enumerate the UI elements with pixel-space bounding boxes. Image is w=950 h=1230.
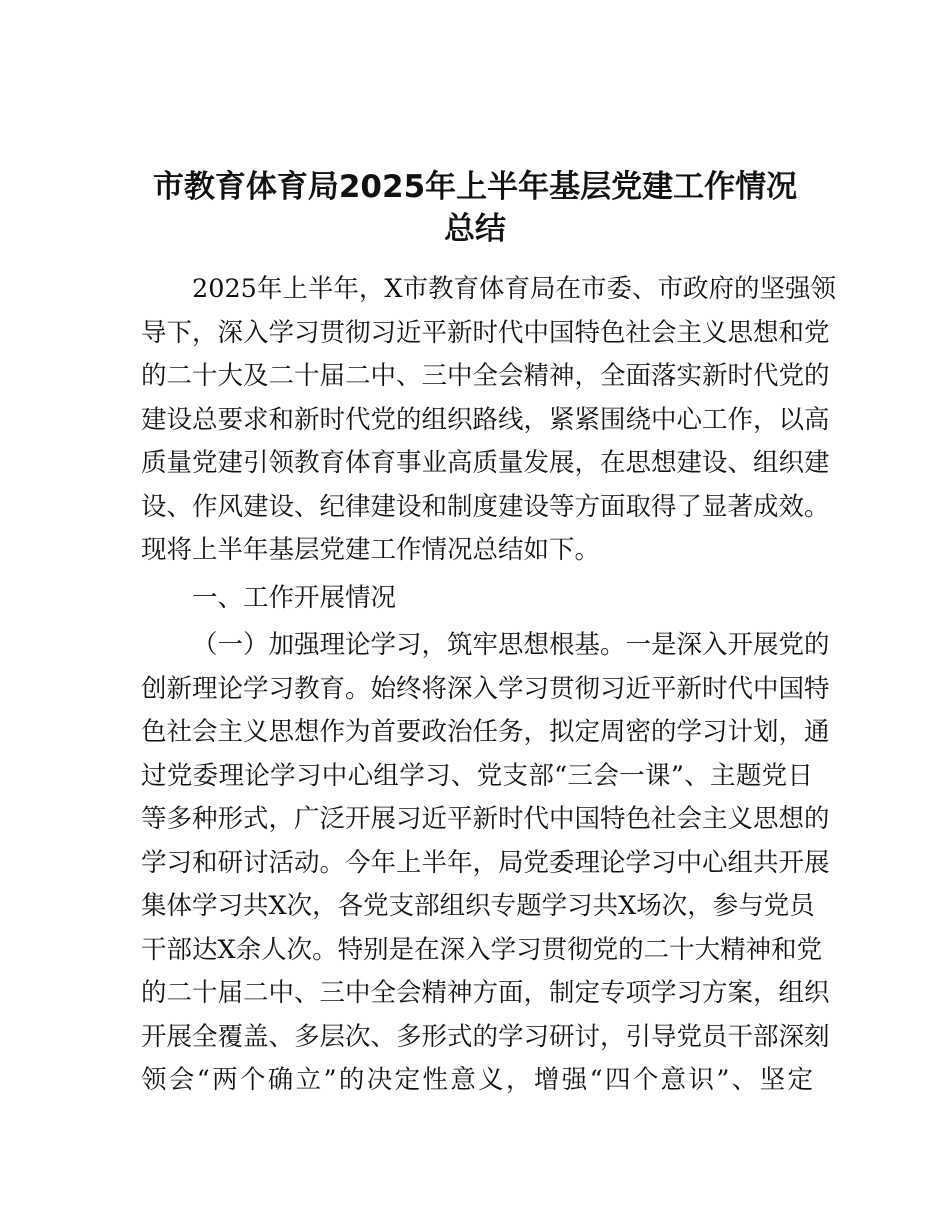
title-line-2: 总结 [444,211,506,247]
paragraph-1-line: 的二十大及二十届二中、三中全会精神，全面落实新时代党的 [141,361,830,391]
section-heading: 一、工作开展情况 [192,582,397,613]
document-body [141,268,837,1103]
paragraph-2-line: 等多种形式，广泛开展习近平新时代中国特色社会主义思想的 [141,804,830,834]
paragraph-1-line: 2025年上半年，X市教育体育局在市委、市政府的坚强领 [192,274,837,304]
paragraph-1-line: 现将上半年基层党建工作情况总结如下。 [141,535,601,565]
paragraph-2-line: 过党委理论学习中心组学习、党支部“三会一课”、主题党日 [141,760,813,791]
paragraph-2-line: 开展全覆盖、多层次、多形式的学习研讨，引导党员干部深刻 [141,1021,830,1052]
paragraph-2-line: 干部达X余人次。特别是在深入学习贯彻党的二十大精神和党 [141,934,823,965]
paragraph-2-line: （一）加强理论学习，筑牢思想根基。一是深入开展党的 [192,630,830,660]
paragraph-1-line: 建设总要求和新时代党的组织路线，紧紧围绕中心工作，以高 [141,404,830,435]
paragraph-2-line: 学习和研讨活动。今年上半年，局党委理论学习中心组共开展 [141,847,830,878]
document-title [100,166,850,250]
paragraph-2-line: 领会“两个确立”的决定性意义，增强“四个意识”、坚定 [141,1065,813,1095]
paragraph-1-line: 质量党建引领教育体育事业高质量发展，在思想建设、组织建 [141,448,830,478]
paragraph-2-line: 集体学习共X次，各党支部组织专题学习共X场次，参与党员 [141,891,815,921]
paragraph-1-line: 导下，深入学习贯彻习近平新时代中国特色社会主义思想和党 [141,317,830,348]
title-line-1: 市教育体育局2025年上半年基层党建工作情况 [152,169,798,205]
paragraph-1-line: 设、作风建设、纪律建设和制度建设等方面取得了显著成效。 [141,491,830,522]
paragraph-2-line: 的二十届二中、三中全会精神方面，制定专项学习方案，组织 [141,978,830,1008]
paragraph-2-line: 色社会主义思想作为首要政治任务，拟定周密的学习计划，通 [141,717,830,747]
paragraph-2-line: 创新理论学习教育。始终将深入学习贯彻习近平新时代中国特 [141,673,830,704]
